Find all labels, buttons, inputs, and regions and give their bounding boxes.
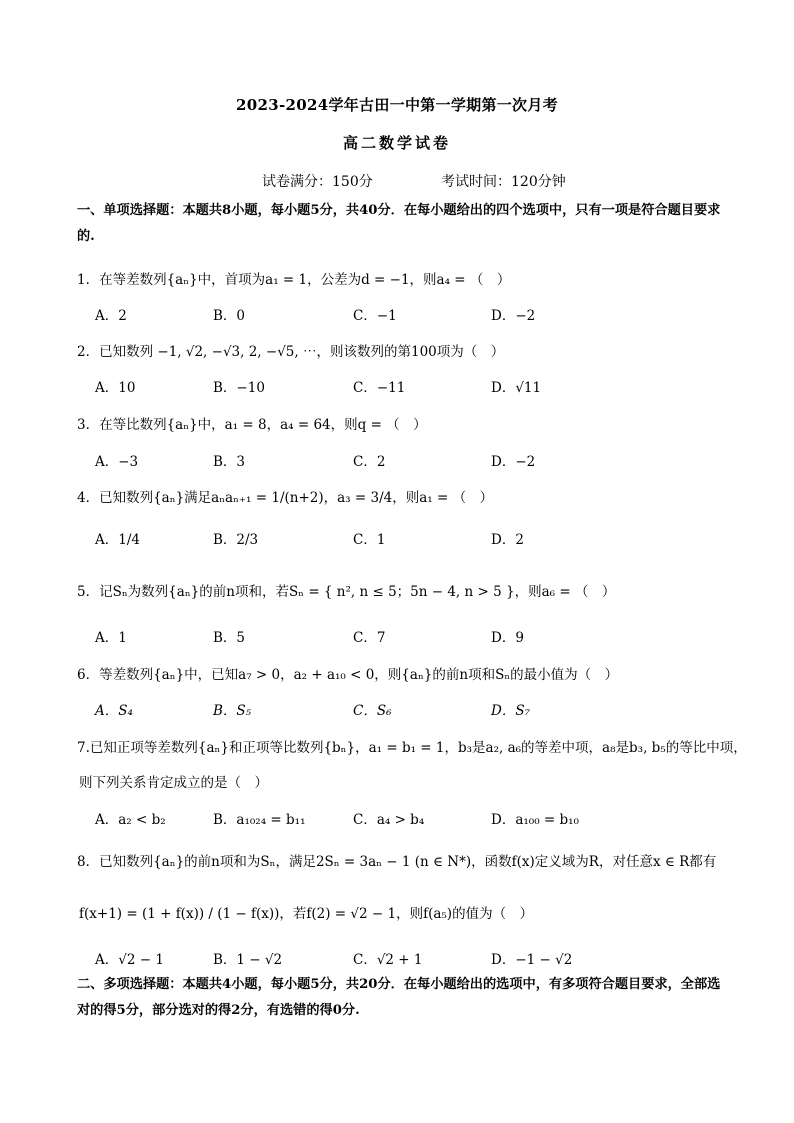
option-c: C．S₆ [353,703,392,719]
question-8-continued: f(x+1) = (1 + f(x)) / (1 − f(x))，若f(2) = √2 − 1，则f(a₅)的值为（ ） [79,906,534,922]
option-a: A．10 [95,380,136,396]
question-7: 7.已知正项等差数列{aₙ}和正项等比数列{bₙ}，a₁ = b₁ = 1，b₃是a₂, a₆的等差中项，a₈是b₃, b₅的等比中项， [77,740,747,756]
option-b: B．S₅ [213,703,252,719]
section-1-heading: 一、单项选择题：本题共8小题，每小题5分，共40分．在每小题给出的四个选项中，只有一项是符合题目要求的. [77,203,721,244]
exam-subtitle: 高二数学试卷 [342,134,451,152]
option-c: C．√2 + 1 [353,952,423,968]
option-b: B．5 [213,630,246,646]
question-3: 3．在等比数列{aₙ}中，a₁ = 8，a₄ = 64，则q = （ ） [77,417,427,433]
question-5: 5．记Sₙ为数列{aₙ}的前n项和，若Sₙ = { n², n ≤ 5；5n − 4, n > 5 }，则a₆ = （ ） [77,584,616,600]
option-b: B．0 [213,308,246,324]
option-b: B．−10 [213,380,265,396]
option-d: D．9 [491,630,524,646]
option-c: C．1 [353,532,386,548]
question-6: 6．等差数列{aₙ}中，已知a₇ > 0，a₂ + a₁₀ < 0，则{aₙ}的前n项和Sₙ的最小值为（ ） [77,667,619,683]
option-c: C．−1 [353,308,397,324]
option-a: A．2 [95,308,127,324]
full-score: 试卷满分：150分 [262,174,373,190]
option-d: D．a₁₀₀ = b₁₀ [491,812,579,828]
option-a: A．−3 [95,454,139,470]
option-d: D．√11 [491,380,542,396]
section-2-heading: 二、多项选择题：本题共4小题，每小题5分，共20分．在每小题给出的选项中，有多项符合题目要求，全部选对的得5分，部分选对的得2分，有选错的得0分. [77,977,721,1018]
option-b: B．1 − √2 [213,952,283,968]
option-b: B．a₁₀₂₄ = b₁₁ [213,812,306,828]
option-a: A．1 [95,630,127,646]
option-a: A．S₄ [95,703,133,719]
option-c: C．7 [353,630,386,646]
question-7-continued: 则下列关系肯定成立的是（ ） [79,775,268,791]
exam-title: 2023-2024学年古田一中第一学期第一次月考 [236,96,558,114]
option-d: D．−1 − √2 [491,952,573,968]
question-8: 8．已知数列{aₙ}的前n项和为Sₙ，满足2Sₙ = 3aₙ − 1 (n ∈ N*)，函数f(x)定义域为R，对任意x ∈ R都有 [77,854,717,870]
question-4: 4．已知数列{aₙ}满足aₙaₙ₊₁ = 1/(n+2)，a₃ = 3/4，则a₁ = （ ） [77,490,494,506]
option-c: C．2 [353,454,386,470]
option-d: D．2 [491,532,524,548]
option-d: D．S₇ [491,703,530,719]
option-a: A．a₂ < b₂ [95,812,166,828]
option-b: B．2/3 [213,532,259,548]
question-1: 1．在等差数列{aₙ}中，首项为a₁ = 1，公差为d = −1，则a₄ = （ ） [77,272,511,288]
option-c: C．−11 [353,380,406,396]
option-d: D．−2 [491,454,536,470]
time-limit: 考试时间：120分钟 [441,174,566,190]
option-b: B．3 [213,454,246,470]
option-c: C．a₄ > b₄ [353,812,425,828]
option-a: A．√2 − 1 [95,952,164,968]
option-d: D．−2 [491,308,536,324]
question-2: 2．已知数列 −1, √2, −√3, 2, −√5, ⋯，则该数列的第100项为（ ） [77,344,505,360]
option-a: A．1/4 [95,532,140,548]
